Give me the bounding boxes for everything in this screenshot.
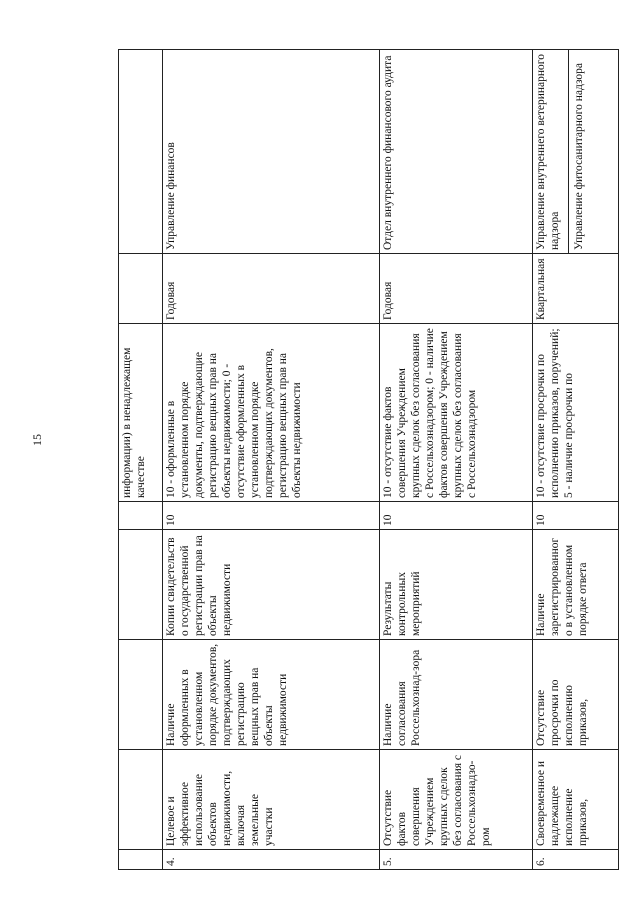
table-row — [533, 50, 619, 870]
criteria-table — [118, 49, 619, 870]
max-score-cell: 10 — [380, 502, 533, 530]
responsible-cell — [533, 50, 619, 254]
source-cell: Наличие зарегистрированного в установленном порядке ответа — [533, 530, 619, 640]
responsible-line: Управление внутреннего ветеринарного надзора — [534, 50, 569, 253]
condition-cell: Наличие согласования Россельхознад-зора — [380, 640, 533, 750]
source-cell: Копии свидетельств о государственной регистрации прав на объекты недвижимости — [163, 530, 380, 640]
row-number: 6. — [533, 850, 619, 870]
table-row — [163, 50, 380, 870]
row-number: 4. — [163, 850, 380, 870]
condition-cell: Наличие оформленных в установленном порядке документов, подтверждающих регистрацию вещных прав на объекты недвижимости — [163, 640, 380, 750]
max-score-cell: 10 — [533, 502, 619, 530]
responsible-line: Управление фитосанитарного надзора — [573, 62, 585, 250]
period-cell: Годовая — [380, 254, 533, 324]
row-number: 5. — [380, 850, 533, 870]
max-score-cell: 10 — [163, 502, 380, 530]
table-row — [380, 50, 533, 870]
responsible-cell: Отдел внутреннего финансового аудита — [380, 50, 533, 254]
indicator-cell: Отсутствие фактов совершения Учреждением крупных сделок без согласования с Россельхознадзо-ром — [380, 750, 533, 850]
criteria-cell: информации) в ненадлежащем качестве — [119, 324, 163, 502]
criteria-cell: 10 - отсутствие просрочки по исполнению приказов, поручений; 5 - наличие просрочки по — [533, 324, 619, 502]
table-row — [119, 50, 163, 870]
indicator-cell: Своевременное и надлежащее исполнение приказов, — [533, 750, 619, 850]
period-cell: Квартальная — [533, 254, 619, 324]
criteria-cell: 10 - отсутствие фактов совершения Учреждением крупных сделок без согласования с Россельхознадзором; 0 - наличие фактов совершения Учреждением крупных сделок без согласования с Россельхознадзором — [380, 324, 533, 502]
source-cell: Результаты контрольных мероприятий — [380, 530, 533, 640]
responsible-cell: Управление финансов — [163, 50, 380, 254]
indicator-cell: Целевое и эффективное использование объектов недвижимости, включая земельные участки — [163, 750, 380, 850]
page-number: 15 — [30, 434, 44, 446]
rotated-table-container — [118, 50, 638, 870]
condition-cell: Отсутствие просрочки по исполнению приказов, — [533, 640, 619, 750]
period-cell: Годовая — [163, 254, 380, 324]
criteria-cell: 10 - оформленные в установленном порядке документы, подтверждающие регистрацию вещных прав на объекты недвижимости; 0 - отсутствие оформленных в установленном порядке подтверждающих документов, регистрацию вещных прав на объекты недвижимости — [163, 324, 380, 502]
